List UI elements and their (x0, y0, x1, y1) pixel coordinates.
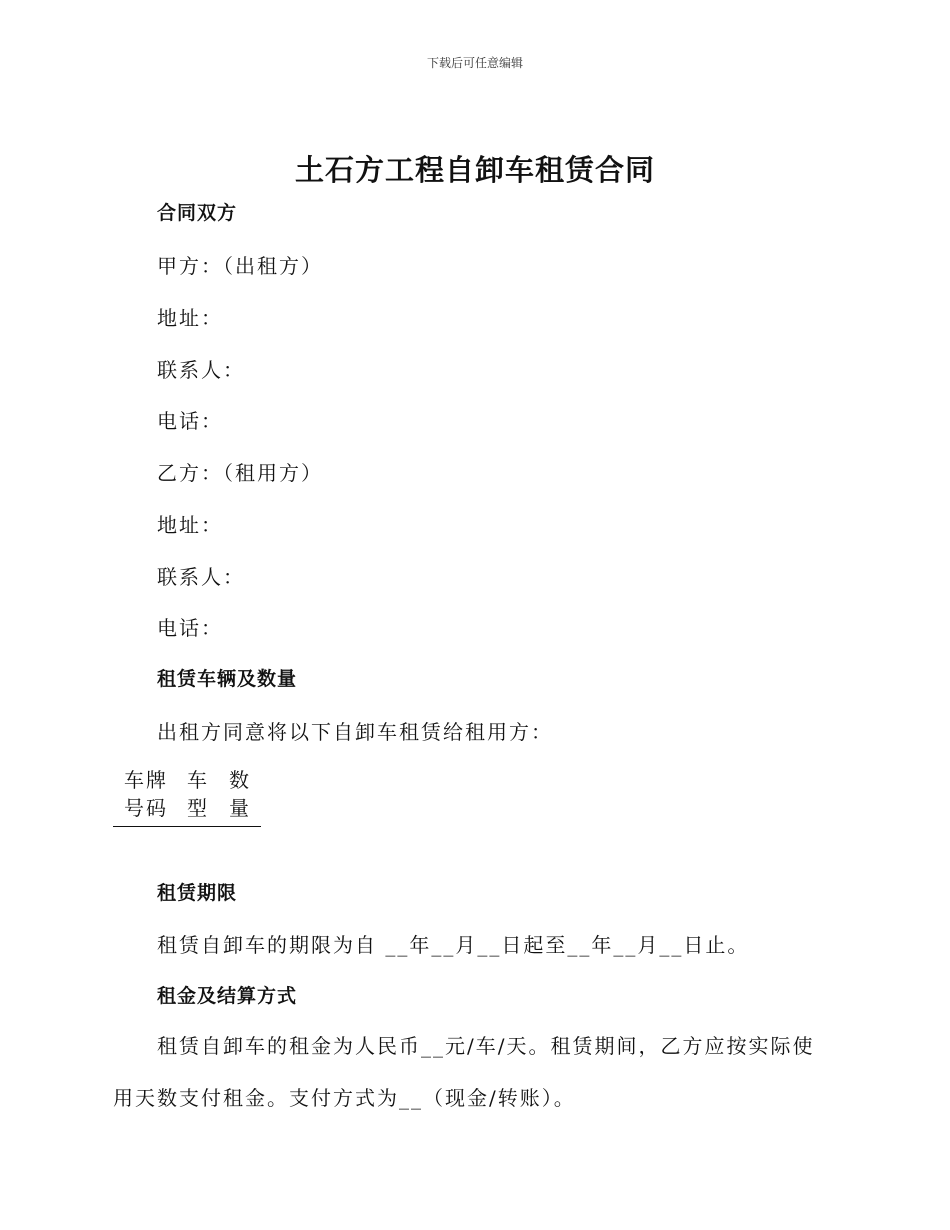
period-heading: 租赁期限 (157, 882, 238, 904)
rent-heading: 租金及结算方式 (157, 985, 298, 1007)
party-a-line: 甲方：（出租方） (157, 254, 323, 278)
rent-text: 租赁自卸车的租金为人民币__元/车/天。租赁期间，乙方应按实际使用天数支付租金。支付方式为__（现金/转账）。 (113, 1034, 815, 1110)
party-a-contact: 联系人： (157, 358, 245, 382)
document-title: 土石方工程自卸车租赁合同 (294, 153, 655, 187)
table-header-model (185, 766, 211, 822)
period-text: 租赁自卸车的期限为自 __年__月__日起至__年__月__日止。 (157, 933, 750, 957)
vehicles-heading: 租赁车辆及数量 (157, 668, 298, 690)
vehicles-intro: 出租方同意将以下自卸车租赁给租用方： (157, 720, 553, 744)
party-b-contact: 联系人： (157, 565, 245, 589)
table-header-quantity-line1: 数 (229, 768, 251, 792)
header-note: 下载后可任意编辑 (426, 56, 523, 70)
party-b-line: 乙方：（租用方） (157, 461, 323, 485)
party-b-phone: 电话： (157, 616, 223, 640)
table-header-plate-line1: 车牌 (124, 768, 168, 792)
table-header-model-line2: 型 (187, 796, 209, 820)
table-header-model-line1: 车 (187, 768, 209, 792)
vehicle-table (113, 766, 261, 827)
table-header-quantity (227, 766, 253, 822)
party-b-address: 地址： (157, 513, 223, 537)
party-a-address: 地址： (157, 306, 223, 330)
table-header-plate (121, 766, 171, 822)
table-header-plate-line2: 号码 (124, 796, 168, 820)
party-a-phone: 电话： (157, 409, 223, 433)
vehicle-table-header (113, 766, 261, 826)
table-header-quantity-line2: 量 (229, 796, 251, 820)
parties-heading: 合同双方 (157, 202, 238, 224)
